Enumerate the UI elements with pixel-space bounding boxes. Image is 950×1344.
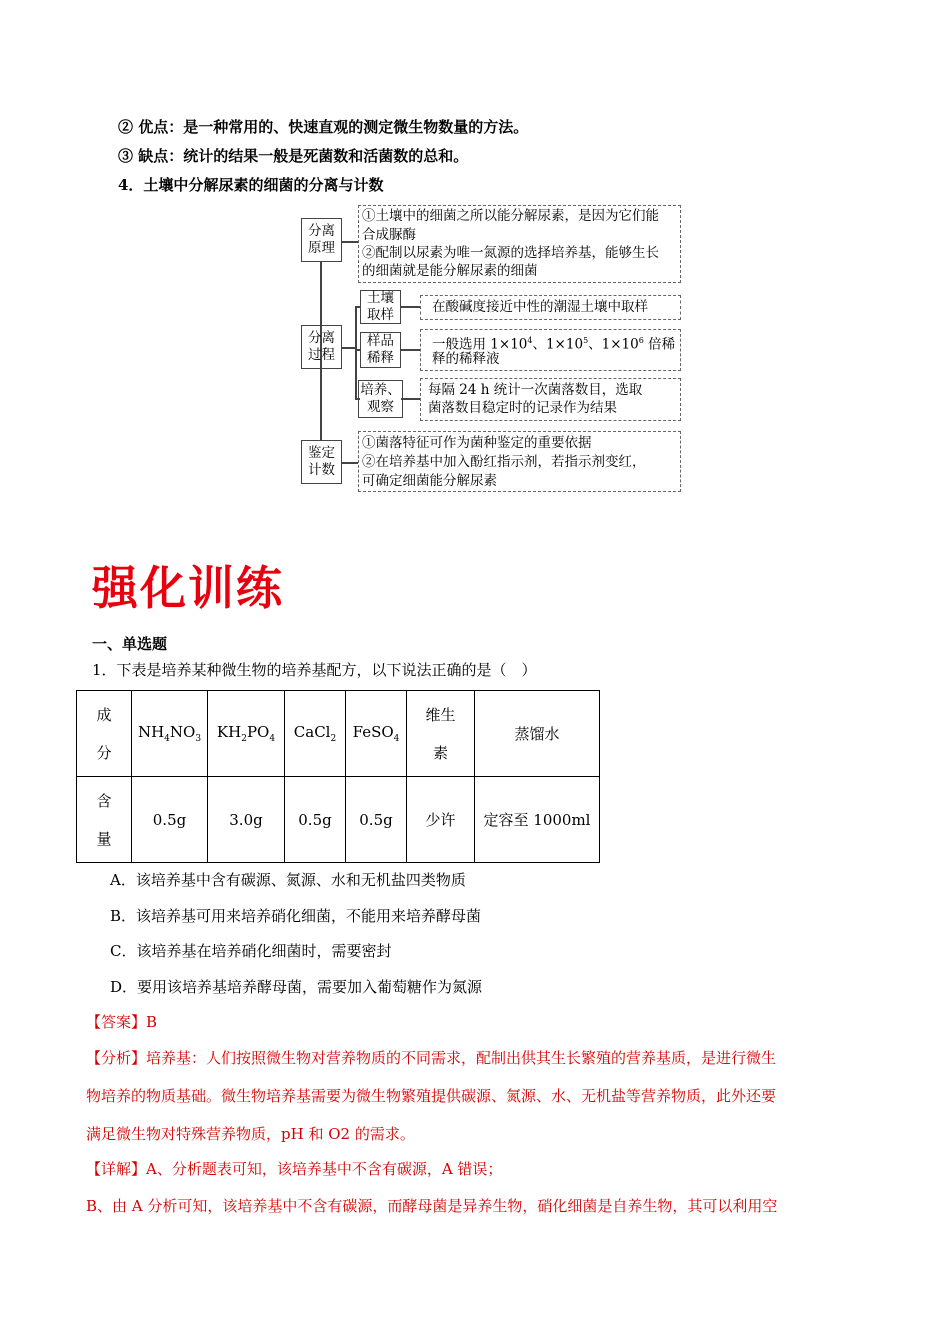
section-4-heading: 4．土壤中分解尿素的细菌的分离与计数 xyxy=(118,176,384,194)
table-cell: 成 分 xyxy=(77,691,132,777)
principle-text-3: ②配制以尿素为唯一氮源的选择培养基，能够生长 xyxy=(362,245,659,261)
sampling-text: 在酸碱度接近中性的潮湿土壤中取样 xyxy=(432,299,648,315)
header-identify: 鉴定 计数 xyxy=(301,440,342,484)
table-cell: 3.0g xyxy=(208,777,285,863)
option-b: B．该培养基可用来培养硝化细菌，不能用来培养酵母菌 xyxy=(110,907,482,925)
table-cell: 定容至 1000ml xyxy=(475,777,600,863)
analysis-line-1: 【分析】培养基：人们按照微生物对营养物质的不同需求，配制出供其生长繁殖的营养基质，是进行微生 xyxy=(86,1049,777,1067)
advantage-line: ② 优点：是一种常用的、快速直观的测定微生物数量的方法。 xyxy=(118,118,529,136)
table-cell: CaCl$_2$ xyxy=(285,691,346,777)
table-cell: 维生 素 xyxy=(407,691,475,777)
option-d: D．要用该培养基培养酵母菌，需要加入葡萄糖作为氮源 xyxy=(110,978,483,996)
principle-text-4: 的细菌就是能分解尿素的细菌 xyxy=(362,263,538,279)
subheader-sampling: 土壤 取样 xyxy=(360,290,401,324)
dilution-text-2: 释的稀释液 xyxy=(432,351,500,367)
table-cell: $KH_2PO_4$ xyxy=(208,691,285,777)
identify-text-1: ①菌落特征可作为菌种鉴定的重要依据 xyxy=(362,435,592,451)
dilution-text-1: 一般选用 $1\times 10^4$、$1\times 10^5$、$1\times 10^6$ 倍稀 xyxy=(432,336,676,353)
question-1: 1．下表是培养某种微生物的培养基配方，以下说法正确的是（ ） xyxy=(92,661,537,679)
section-title: 强化训练 xyxy=(92,561,284,615)
subheader-dilution: 样品 稀释 xyxy=(360,332,401,368)
header-process: 分离 过程 xyxy=(301,325,342,369)
section-heading: 一、单选题 xyxy=(92,635,168,653)
option-c: C．该培养基在培养硝化细菌时，需要密封 xyxy=(110,942,392,960)
culture-text-2: 菌落数目稳定时的记录作为结果 xyxy=(428,400,617,416)
analysis-line-3: 满足微生物对特殊营养物质，pH 和 O2 的需求。 xyxy=(86,1125,415,1143)
table-cell: 0.5g xyxy=(346,777,407,863)
table-cell: 蒸馏水 xyxy=(475,691,600,777)
table-cell: 含 量 xyxy=(77,777,132,863)
disadvantage-line: ③ 缺点：统计的结果一般是死菌数和活菌数的总和。 xyxy=(118,147,469,165)
identify-text-3: 可确定细菌能分解尿素 xyxy=(362,473,497,489)
medium-table xyxy=(76,690,600,863)
identify-text-2: ②在培养基中加入酚红指示剂，若指示剂变红， xyxy=(362,454,646,470)
principle-text-1: ①土壤中的细菌之所以能分解尿素，是因为它们能 xyxy=(362,208,659,224)
detail-line-2: B、由 A 分析可知，该培养基中不含有碳源，而酵母菌是异养生物，硝化细菌是自养生物，其可以利用空 xyxy=(86,1197,778,1215)
table-row xyxy=(77,777,600,863)
subheader-culture: 培养、 观察 xyxy=(358,380,403,418)
table-cell: 少许 xyxy=(407,777,475,863)
analysis-line-2: 物培养的物质基础。微生物培养基需要为微生物繁殖提供碳源、氮源、水、无机盐等营养物质，此外还要 xyxy=(86,1087,777,1105)
table-cell: 0.5g xyxy=(285,777,346,863)
answer-label: 【答案】B xyxy=(86,1013,158,1031)
principle-text-2: 合成脲酶 xyxy=(362,227,416,243)
table-cell: $NH_4NO_3$ xyxy=(132,691,208,777)
option-a: A．该培养基中含有碳源、氮源、水和无机盐四类物质 xyxy=(110,871,466,889)
table-cell: FeSO$_4$ xyxy=(346,691,407,777)
table-row xyxy=(77,691,600,777)
detail-line-1: 【详解】A、分析题表可知，该培养基中不含有碳源，A 错误； xyxy=(86,1160,503,1178)
header-principle: 分离 原理 xyxy=(301,218,342,262)
table-cell: 0.5g xyxy=(132,777,208,863)
culture-text-1: 每隔 24 h 统计一次菌落数目，选取 xyxy=(428,382,643,398)
